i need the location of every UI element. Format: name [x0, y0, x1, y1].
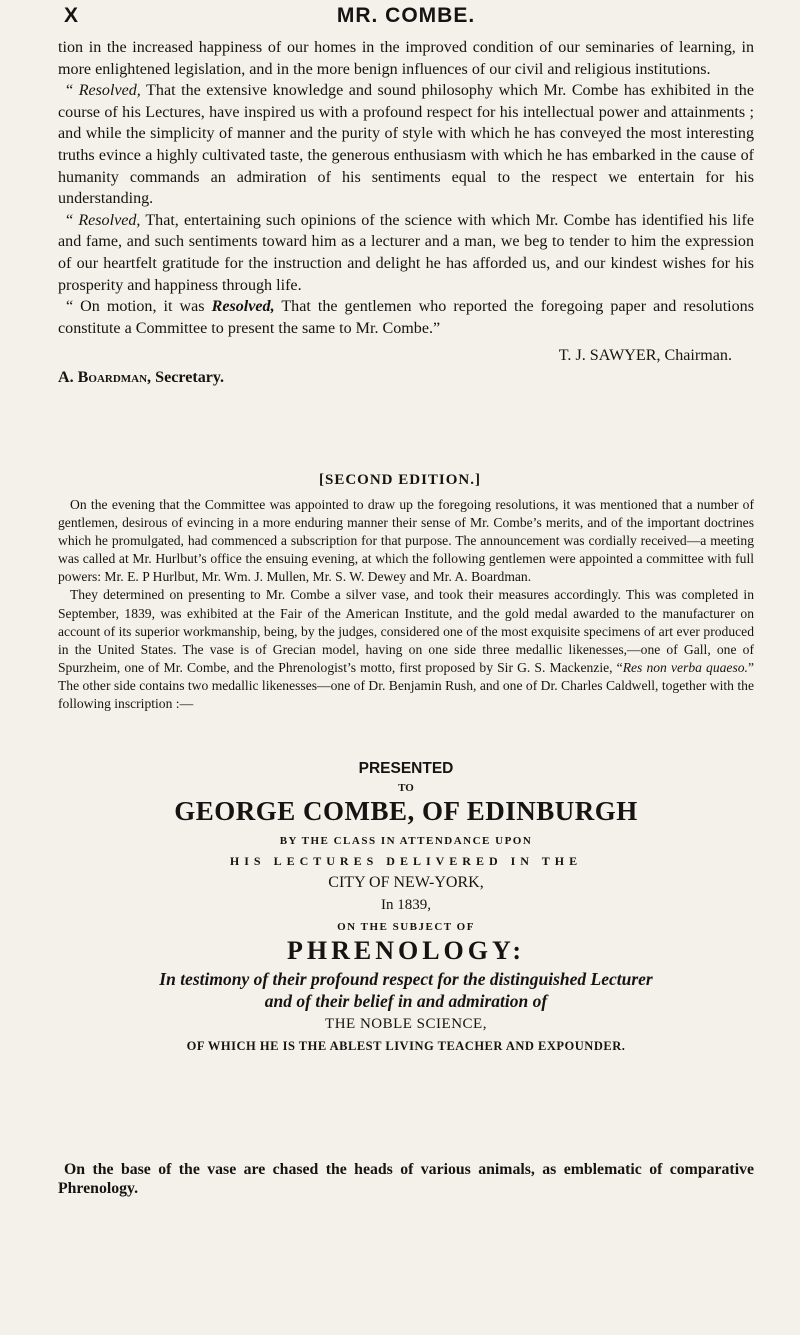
open-quote: “	[66, 82, 79, 100]
paragraph-continued: tion in the increased happiness of our homes in the improved condition of our seminaries of learning, in more enlightened legislation, and in the more benign influences of our civil and religious institutions.	[58, 39, 754, 78]
secretary-title: Secretary.	[151, 369, 225, 387]
motion-text: That the gentlemen who reported the foregoing paper and resolutions constitute a Committee to present the same to Mr. Combe.”	[58, 298, 754, 337]
narrative-text	[58, 496, 754, 713]
inscription-presented: PRESENTED	[358, 760, 454, 777]
narrative-2-text: They determined on presenting to Mr. Combe a silver vase, and took their measures accordingly. This was completed in September, 1839, was exhibited at the Fair of the American Institute, and the gold medal awarded to the manufacturer on account of its superior workmanship, being, by the judges, considered one of the most exquisite specimens of art ever produced in the United States. The vase is of Grecian model, having on one side three medallic likenesses,—one of Gall, one of Spurzheim, one of Mr. Combe, and the Phrenologist’s motto, first proposed by Sir G. S. Mackenzie, “	[58, 587, 754, 675]
inscription-city: CITY OF NEW-YORK,	[328, 874, 484, 891]
secretary-signature	[58, 367, 224, 389]
paragraph-motion	[58, 296, 754, 339]
resolved-label: Resolved,	[211, 298, 275, 316]
narrative-paragraph-1: On the evening that the Committee was appointed to draw up the foregoing resolutions, it was mentioned that a number of gentlemen, desirous of evincing in a more enduring manner their sense of Mr. Combe’s merits, and of the important doctrines which he promulgated, had commenced a subscription for that purpose. The announcement was cordially received—a meeting was called at Mr. Hurlbut’s office the ensuing evening, at which the following gentlemen were appointed a committee with full powers: Mr. E. P Hurlbut, Mr. Wm. J. Mullen, Mr. S. W. Dewey and Mr. A. Boardman.	[58, 497, 754, 585]
paragraph-resolution-1	[58, 80, 754, 210]
inscription-testimony: In testimony of their profound respect for the distinguished Lecturer	[159, 969, 653, 989]
inscription-on-subject: ON THE SUBJECT OF	[337, 921, 475, 933]
latin-motto: Res non verba quaeso.	[622, 659, 748, 675]
page-number: X	[64, 4, 79, 27]
resolved-label: Resolved,	[78, 82, 141, 100]
inscription-to: TO	[398, 782, 414, 794]
running-title: MR. COMBE.	[336, 4, 476, 27]
inscription-noble-science: THE NOBLE SCIENCE,	[325, 1016, 487, 1032]
inscription-year: In 1839,	[381, 897, 431, 913]
inscription-subject: PHRENOLOGY:	[286, 936, 526, 965]
resolutions-text	[58, 37, 754, 389]
page-header	[58, 0, 754, 30]
inscription-name: GEORGE COMBE, OF EDINBURGH	[174, 796, 638, 826]
secretary-row	[58, 367, 754, 389]
motion-intro: “ On motion, it was	[66, 298, 212, 316]
paragraph-resolution-2	[58, 210, 754, 296]
footer-paragraph: On the base of the vase are chased the heads of various animals, as emblematic of comparative Phrenology.	[58, 1161, 754, 1197]
signature-row	[58, 345, 754, 367]
inscription	[58, 760, 754, 1054]
narrative-paragraph-2	[58, 586, 754, 713]
chairman-signature: T. J. SAWYER, Chairman.	[558, 347, 732, 365]
inscription-lectures: HIS LECTURES DELIVERED IN THE	[229, 854, 583, 868]
inscription-and-of: and of their belief in and admiration of	[264, 991, 548, 1011]
narrative-2-end: ” The other side contains two medallic likenesses—one of Dr. Benjamin Rush, and one of Dr. Charles Caldwell, together with the following inscription :—	[58, 659, 754, 712]
resolution-1-text: That the extensive knowledge and sound philosophy which Mr. Combe has exhibited in the course of his Lectures, have inspired us with a profound respect for his intellectual power and attainments ; and while the simplicity of manner and the purity of style with which he has conveyed the most interesting truths evince a highly cultivated taste, the generous enthusiasm with which he has embarked in the cause of humanity commands an admiration of his sentiments equal to the respect we entertain for his understanding.	[58, 82, 754, 208]
inscription-by-class: BY THE CLASS IN ATTENDANCE UPON	[279, 835, 533, 847]
edition-label: [SECOND EDITION.]	[318, 472, 482, 488]
secretary-name: A. Boardman,	[58, 369, 152, 387]
resolution-2-text: That, entertaining such opinions of the science with which Mr. Combe has identified his life and fame, and such sentiments toward him as a lecturer and a man, we beg to tender to him the expression of our heartfelt gratitude for the instruction and delight he has afforded us, and our kindest wishes for his prosperity and happiness through life.	[58, 211, 754, 294]
inscription-of-which: OF WHICH HE IS THE ABLEST LIVING TEACHER AND EXPOUNDER.	[186, 1039, 626, 1053]
resolved-label: Resolved,	[78, 211, 141, 229]
open-quote: “	[66, 211, 79, 229]
